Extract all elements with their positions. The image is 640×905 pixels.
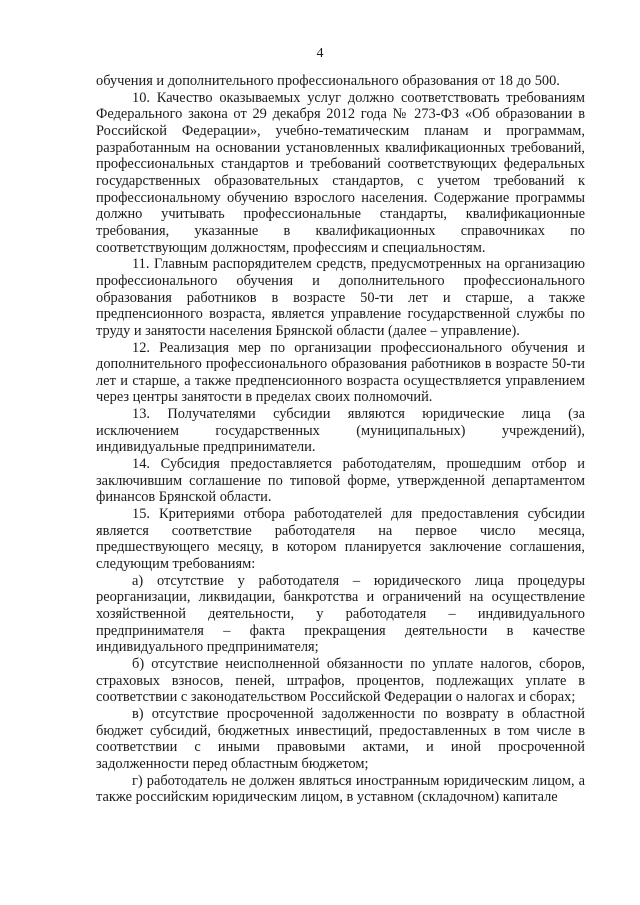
paragraph-subitem-g: г) работодатель не должен являться иностранным юридическим лицом, а также российским юридическим лицом, в уставном (складочном) капитале xyxy=(96,772,585,806)
paragraph-subitem-b: б) отсутствие неисполненной обязанности по уплате налогов, сборов, страховых взносов, пеней, штрафов, процентов, подлежащих уплате в соответствии с законодательством Российской Федерации о налогах и сборах; xyxy=(96,655,585,706)
paragraph-item-13: 13. Получателями субсидии являются юридические лица (за исключением государственных (муниципальных) учреждений), индивидуальные предприниматели. xyxy=(96,406,585,456)
paragraph-continuation: обучения и дополнительного профессионального образования от 18 до 500. xyxy=(96,73,560,89)
paragraph-subitem-a: а) отсутствие у работодателя – юридического лица процедуры реорганизации, ликвидации, банкротства и ограничений на осуществление хозяйственной деятельности, у работодателя – индивидуального предпринимателя – факта прекращения деятельности в качестве индивидуального предпринимателя; xyxy=(96,572,585,656)
paragraph-item-11: 11. Главным распорядителем средств, предусмотренных на организацию профессионального обучения и дополнительного профессионального образования работников в возрасте 50-ти лет и старше, а также предпенсионного возраста, является управление государственной службы по труду и занятости населения Брянской области (далее – управление). xyxy=(96,256,585,339)
paragraph-item-15: 15. Критериями отбора работодателей для предоставления субсидии является соответствие работодателя на первое число месяца, предшествующего месяцу, в котором планируется заключение соглашения, следующим требованиям: xyxy=(96,506,585,573)
paragraph-item-14: 14. Субсидия предоставляется работодателям, прошедшим отбор и заключившим соглашение по типовой форме, утвержденной департаментом финансов Брянской области. xyxy=(96,456,585,506)
page-number: 4 xyxy=(316,46,324,61)
document-body xyxy=(96,73,585,806)
paragraph-item-12: 12. Реализация мер по организации профессионального обучения и дополнительного профессионального образования работников в возрасте 50-ти лет и старше, а также предпенсионного возраста осуществляется управлением через центры занятости в пределах своих полномочий. xyxy=(96,339,585,406)
paragraph-subitem-v: в) отсутствие просроченной задолженности по возврату в областной бюджет субсидий, бюджетных инвестиций, предоставленных в том числе в соответствии с иными правовыми актами, и иной просроченной задолженности перед областным бюджетом; xyxy=(96,705,585,772)
paragraph-item-10: 10. Качество оказываемых услуг должно соответствовать требованиям Федерального закона от 29 декабря 2012 года № 273-ФЗ «Об образовании в Российской Федерации», учебно-тематическим планам и программам, разработанным на основании установленных квалификационных требований, профессиональных стандартов и требований соответствующих федеральных государственных образовательных стандартов, с учетом требований к профессиональному обучению взрослого населения. Содержание программы должно учитывать профессиональные стандарты, квалификационные требования, указанные в квалификационных справочниках по соответствующим должностям, профессиям и специальностям. xyxy=(96,89,585,256)
